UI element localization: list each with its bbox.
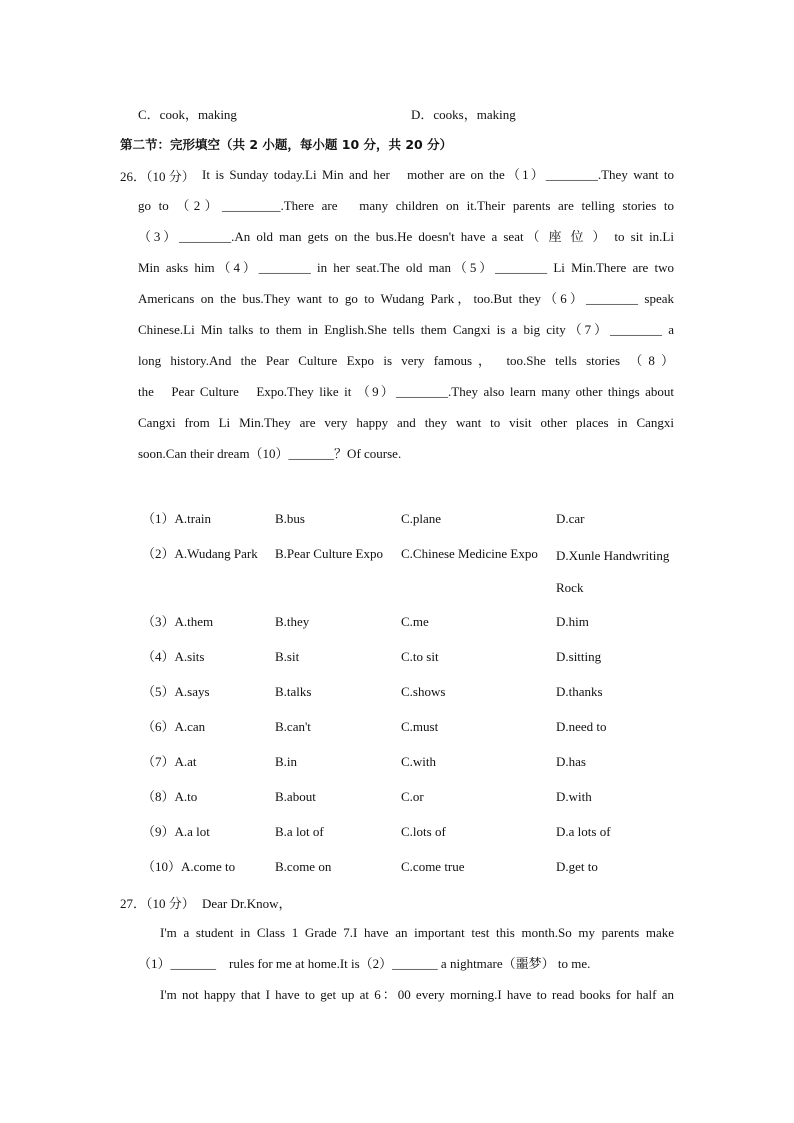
option-a[interactable]: （5）A.says (142, 684, 210, 699)
option-d[interactable]: D.need to (556, 719, 607, 734)
option-a[interactable]: （7）A.at (142, 754, 197, 769)
option-b[interactable]: B.sit (275, 649, 300, 664)
option-d-cooks-making: D．cooks，making (411, 107, 516, 122)
option-b[interactable]: B.talks (275, 684, 312, 699)
option-c[interactable]: C.to sit (401, 649, 439, 664)
option-a[interactable]: （3）A.them (142, 614, 214, 629)
option-c[interactable]: C.plane (401, 511, 442, 526)
option-c-cook-making: C．cook，making (138, 107, 237, 122)
option-a[interactable]: （6）A.can (142, 719, 206, 734)
option-b[interactable]: B.bus (275, 511, 305, 526)
q26-option-row-4 (142, 643, 686, 678)
q26-line-7: long history.And the Pear Culture Expo is very famous， too.She tells stories （8） (138, 353, 674, 368)
option-d[interactable]: D.Xunle Handwriting Rock (556, 548, 670, 595)
q26-line-6: Chinese.Li Min talks to them in English.She tells them Cangxi is a big city（7）________ a (138, 322, 674, 337)
q26-line-9: Cangxi from Li Min.They are very happy and they want to visit other places in Cangxi (138, 415, 674, 430)
option-d[interactable]: D.him (556, 614, 589, 629)
q26-options-table (142, 505, 686, 888)
option-b[interactable]: B.Pear Culture Expo (275, 546, 383, 561)
q26-line-3: （3）________.An old man gets on the bus.He doesn't have a seat（ 座 位 ） to sit in.Li (138, 229, 674, 244)
option-a[interactable]: （10）A.come to (142, 859, 236, 874)
option-d[interactable]: D.with (556, 789, 592, 804)
q26-option-row-10 (142, 853, 686, 888)
q26-option-row-3 (142, 608, 686, 643)
option-d[interactable]: D.car (556, 511, 585, 526)
q26-option-row-2 (142, 540, 686, 608)
option-c[interactable]: C.or (401, 789, 424, 804)
q26-option-row-5 (142, 678, 686, 713)
option-d[interactable]: D.get to (556, 859, 598, 874)
option-d[interactable]: D.a lots of (556, 824, 611, 839)
option-c[interactable]: C.come true (401, 859, 465, 874)
q26-option-row-1 (142, 505, 686, 540)
option-b[interactable]: B.can't (275, 719, 311, 734)
option-c[interactable]: C.shows (401, 684, 446, 699)
q27-label: 27．（10 分） (120, 896, 195, 911)
option-c[interactable]: C.with (401, 754, 437, 769)
option-a[interactable]: （4）A.sits (142, 649, 205, 664)
option-b[interactable]: B.about (275, 789, 316, 804)
option-b[interactable]: B.in (275, 754, 298, 769)
option-a[interactable]: （9）A.a lot (142, 824, 210, 839)
option-d[interactable]: D.has (556, 754, 586, 769)
q26-line-5: Americans on the bus.They want to go to Wudang Park，too.But they（6）________ speak (138, 291, 674, 306)
option-a[interactable]: （1）A.train (142, 511, 211, 526)
option-b[interactable]: B.come on (275, 859, 332, 874)
q27-p1-line-1: I'm a student in Class 1 Grade 7.I have an important test this month.So my parents make (160, 925, 674, 940)
option-c[interactable]: C.me (401, 614, 429, 629)
option-a[interactable]: （2）A.Wudang Park (142, 546, 258, 561)
q27-greeting: Dear Dr.Know， (202, 896, 292, 911)
q26-line-4: Min asks him（4）________ in her seat.The old man（5）________ Li Min.There are two (138, 260, 674, 275)
q26-line-10: soon.Can their dream（10）_______？Of course. (138, 446, 402, 461)
q26-option-row-7 (142, 748, 686, 783)
option-c[interactable]: C.Chinese Medicine Expo (401, 546, 538, 561)
q26-option-row-8 (142, 783, 686, 818)
q26-option-row-6 (142, 713, 686, 748)
option-c[interactable]: C.must (401, 719, 439, 734)
q27-p1-line-2: （1）_______ rules for me at home.It is（2）_______ a nightmare（噩梦） to me. (138, 956, 591, 971)
option-c[interactable]: C.lots of (401, 824, 446, 839)
q26-option-row-9 (142, 818, 686, 853)
option-a[interactable]: （8）A.to (142, 789, 198, 804)
option-d[interactable]: D.thanks (556, 684, 603, 699)
q27-p2-line-1: I'm not happy that I have to get up at 6：00 every morning.I have to read books for half an (160, 987, 674, 1002)
option-b[interactable]: B.they (275, 614, 310, 629)
option-b[interactable]: B.a lot of (275, 824, 324, 839)
q26-line-1: It is Sunday today.Li Min and her mother are on the（1）________.They want to (202, 167, 674, 182)
section2-header: 第二节：完形填空（共 2 小题，每小题 10 分，共 20 分） (120, 137, 453, 152)
q26-line-2: go to （2）_________.There are many children on it.Their parents are telling stories to (138, 198, 674, 213)
option-d[interactable]: D.sitting (556, 649, 602, 664)
q26-line-8: the Pear Culture Expo.They like it （9）________.They also learn many other things about (138, 384, 674, 399)
q26-label: 26．（10 分） (120, 169, 195, 184)
